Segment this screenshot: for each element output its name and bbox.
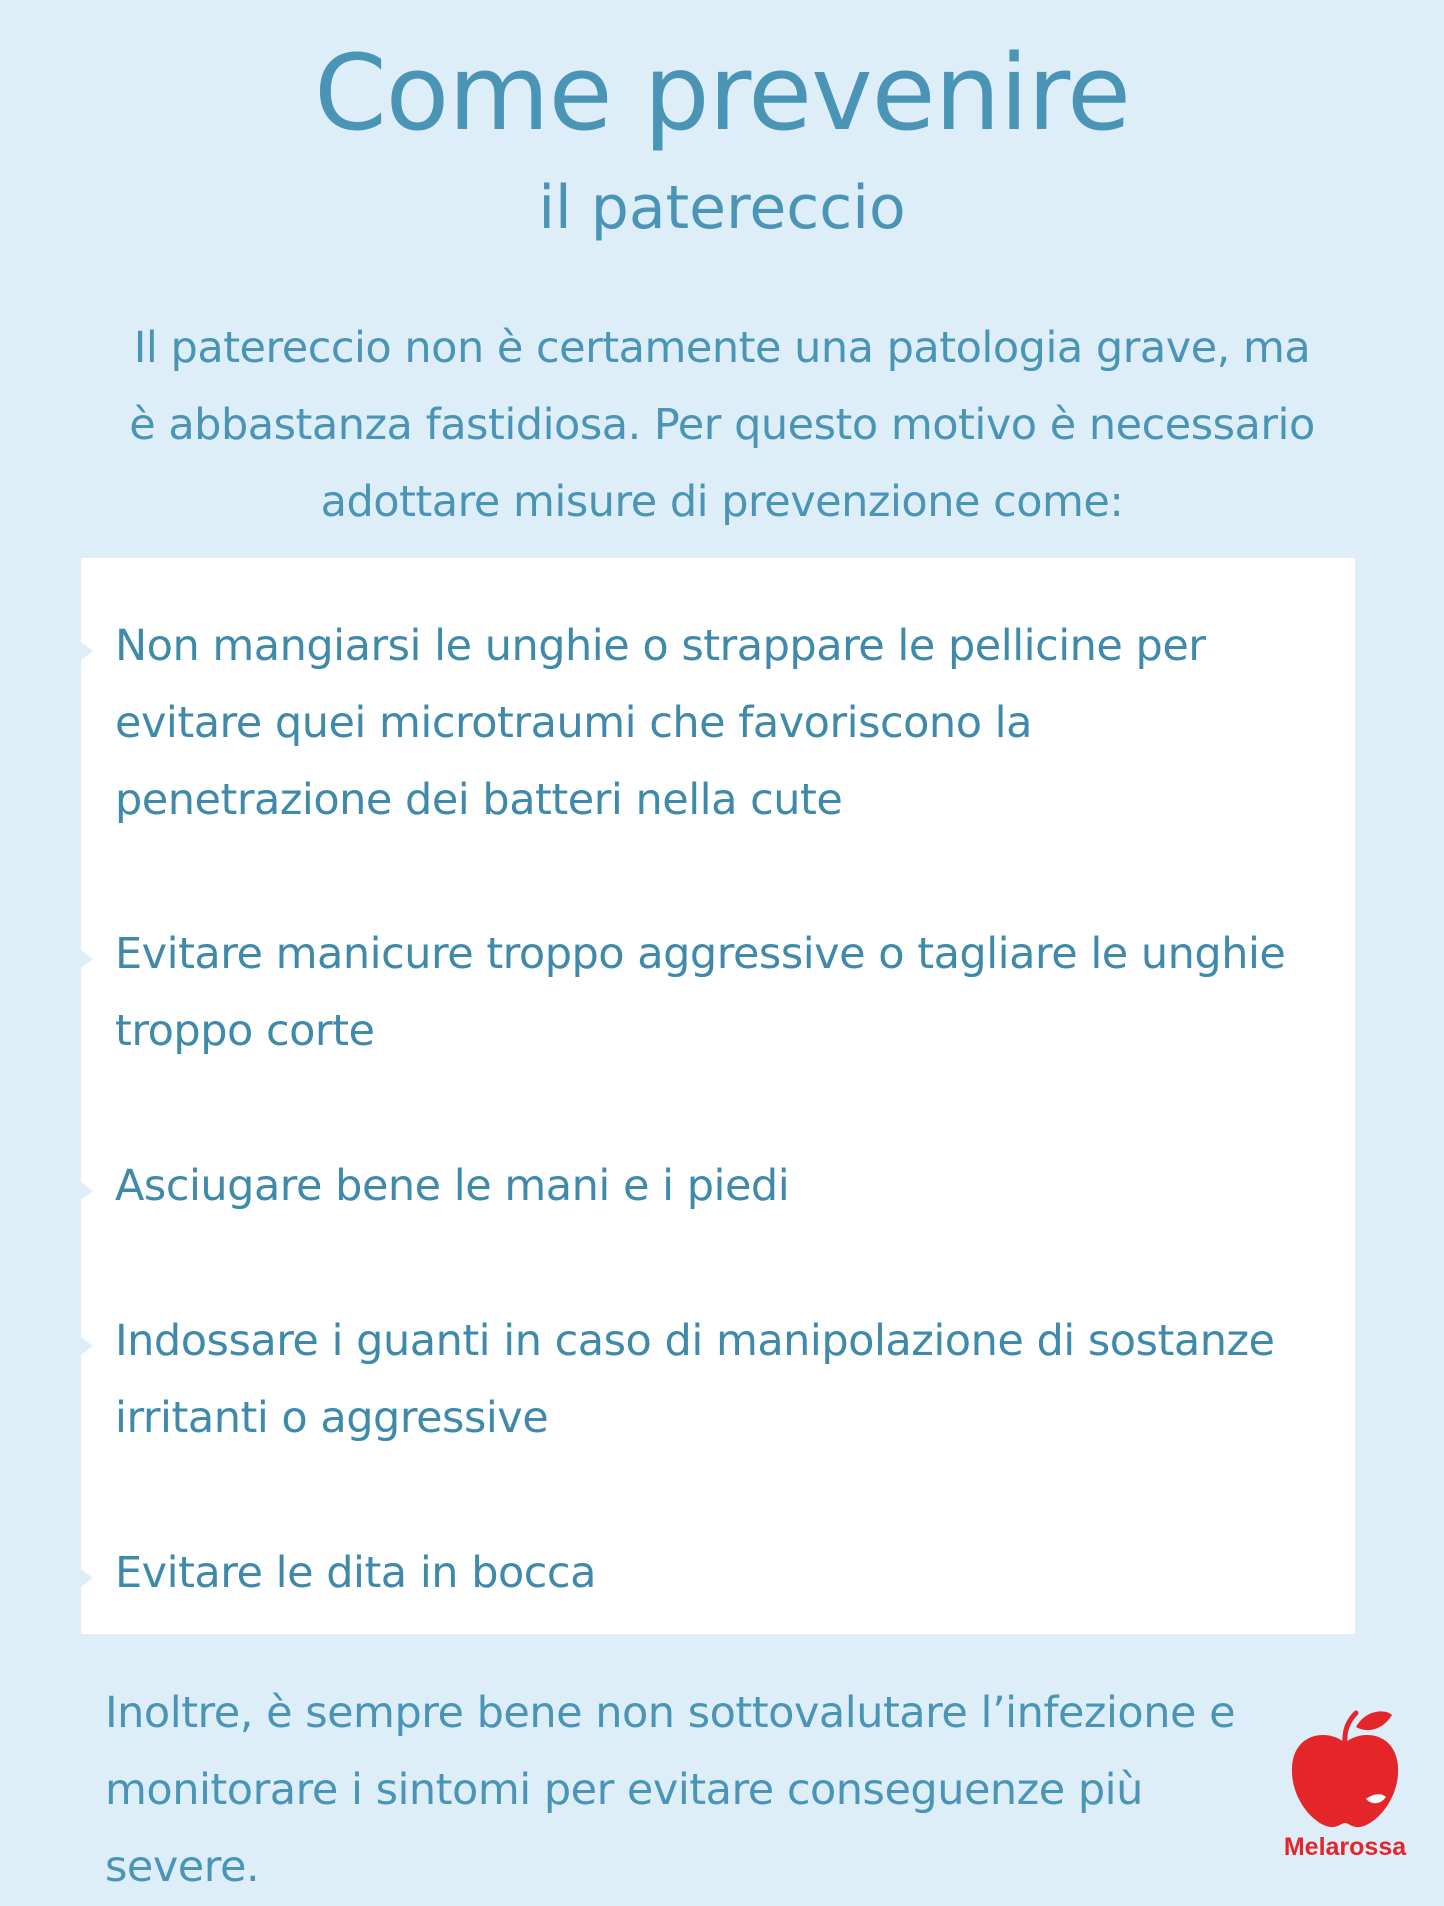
closing-paragraph: Inoltre, è sempre bene non sottovalutare l’infezione e monitorare i sintomi per evitare conseguenze più severe. bbox=[105, 1688, 1236, 1892]
bullet-arrow-icon bbox=[81, 1569, 93, 1587]
list-item-text: Evitare le dita in bocca bbox=[115, 1548, 596, 1598]
apple-icon bbox=[1270, 1705, 1420, 1835]
brand-name: Melarossa bbox=[1283, 1833, 1407, 1861]
page-subtitle: il patereccio bbox=[538, 173, 906, 243]
prevention-list bbox=[81, 558, 1355, 1634]
list-item-text: Asciugare bene le mani e i piedi bbox=[115, 1161, 790, 1211]
list-item-text: Indossare i guanti in caso di manipolazione di sostanze irritanti o aggressive bbox=[115, 1316, 1275, 1443]
intro-paragraph: Il patereccio non è certamente una patologia grave, ma è abbastanza fastidiosa. Per questo motivo è necessario adottare misure di prevenzione come: bbox=[129, 323, 1315, 527]
list-item-text: Non mangiarsi le unghie o strappare le pellicine per evitare quei microtraumi che favoriscono la penetrazione dei batteri nella cute bbox=[115, 621, 1206, 825]
list-item-text: Evitare manicure troppo aggressive o tagliare le unghie troppo corte bbox=[115, 929, 1286, 1056]
brand-logo[interactable] bbox=[1270, 1705, 1420, 1875]
bullet-arrow-icon bbox=[81, 950, 93, 968]
bullet-arrow-icon bbox=[81, 1182, 93, 1200]
bullet-arrow-icon bbox=[81, 642, 93, 660]
bullet-arrow-icon bbox=[81, 1337, 93, 1355]
page-title: Come prevenire bbox=[314, 32, 1130, 154]
